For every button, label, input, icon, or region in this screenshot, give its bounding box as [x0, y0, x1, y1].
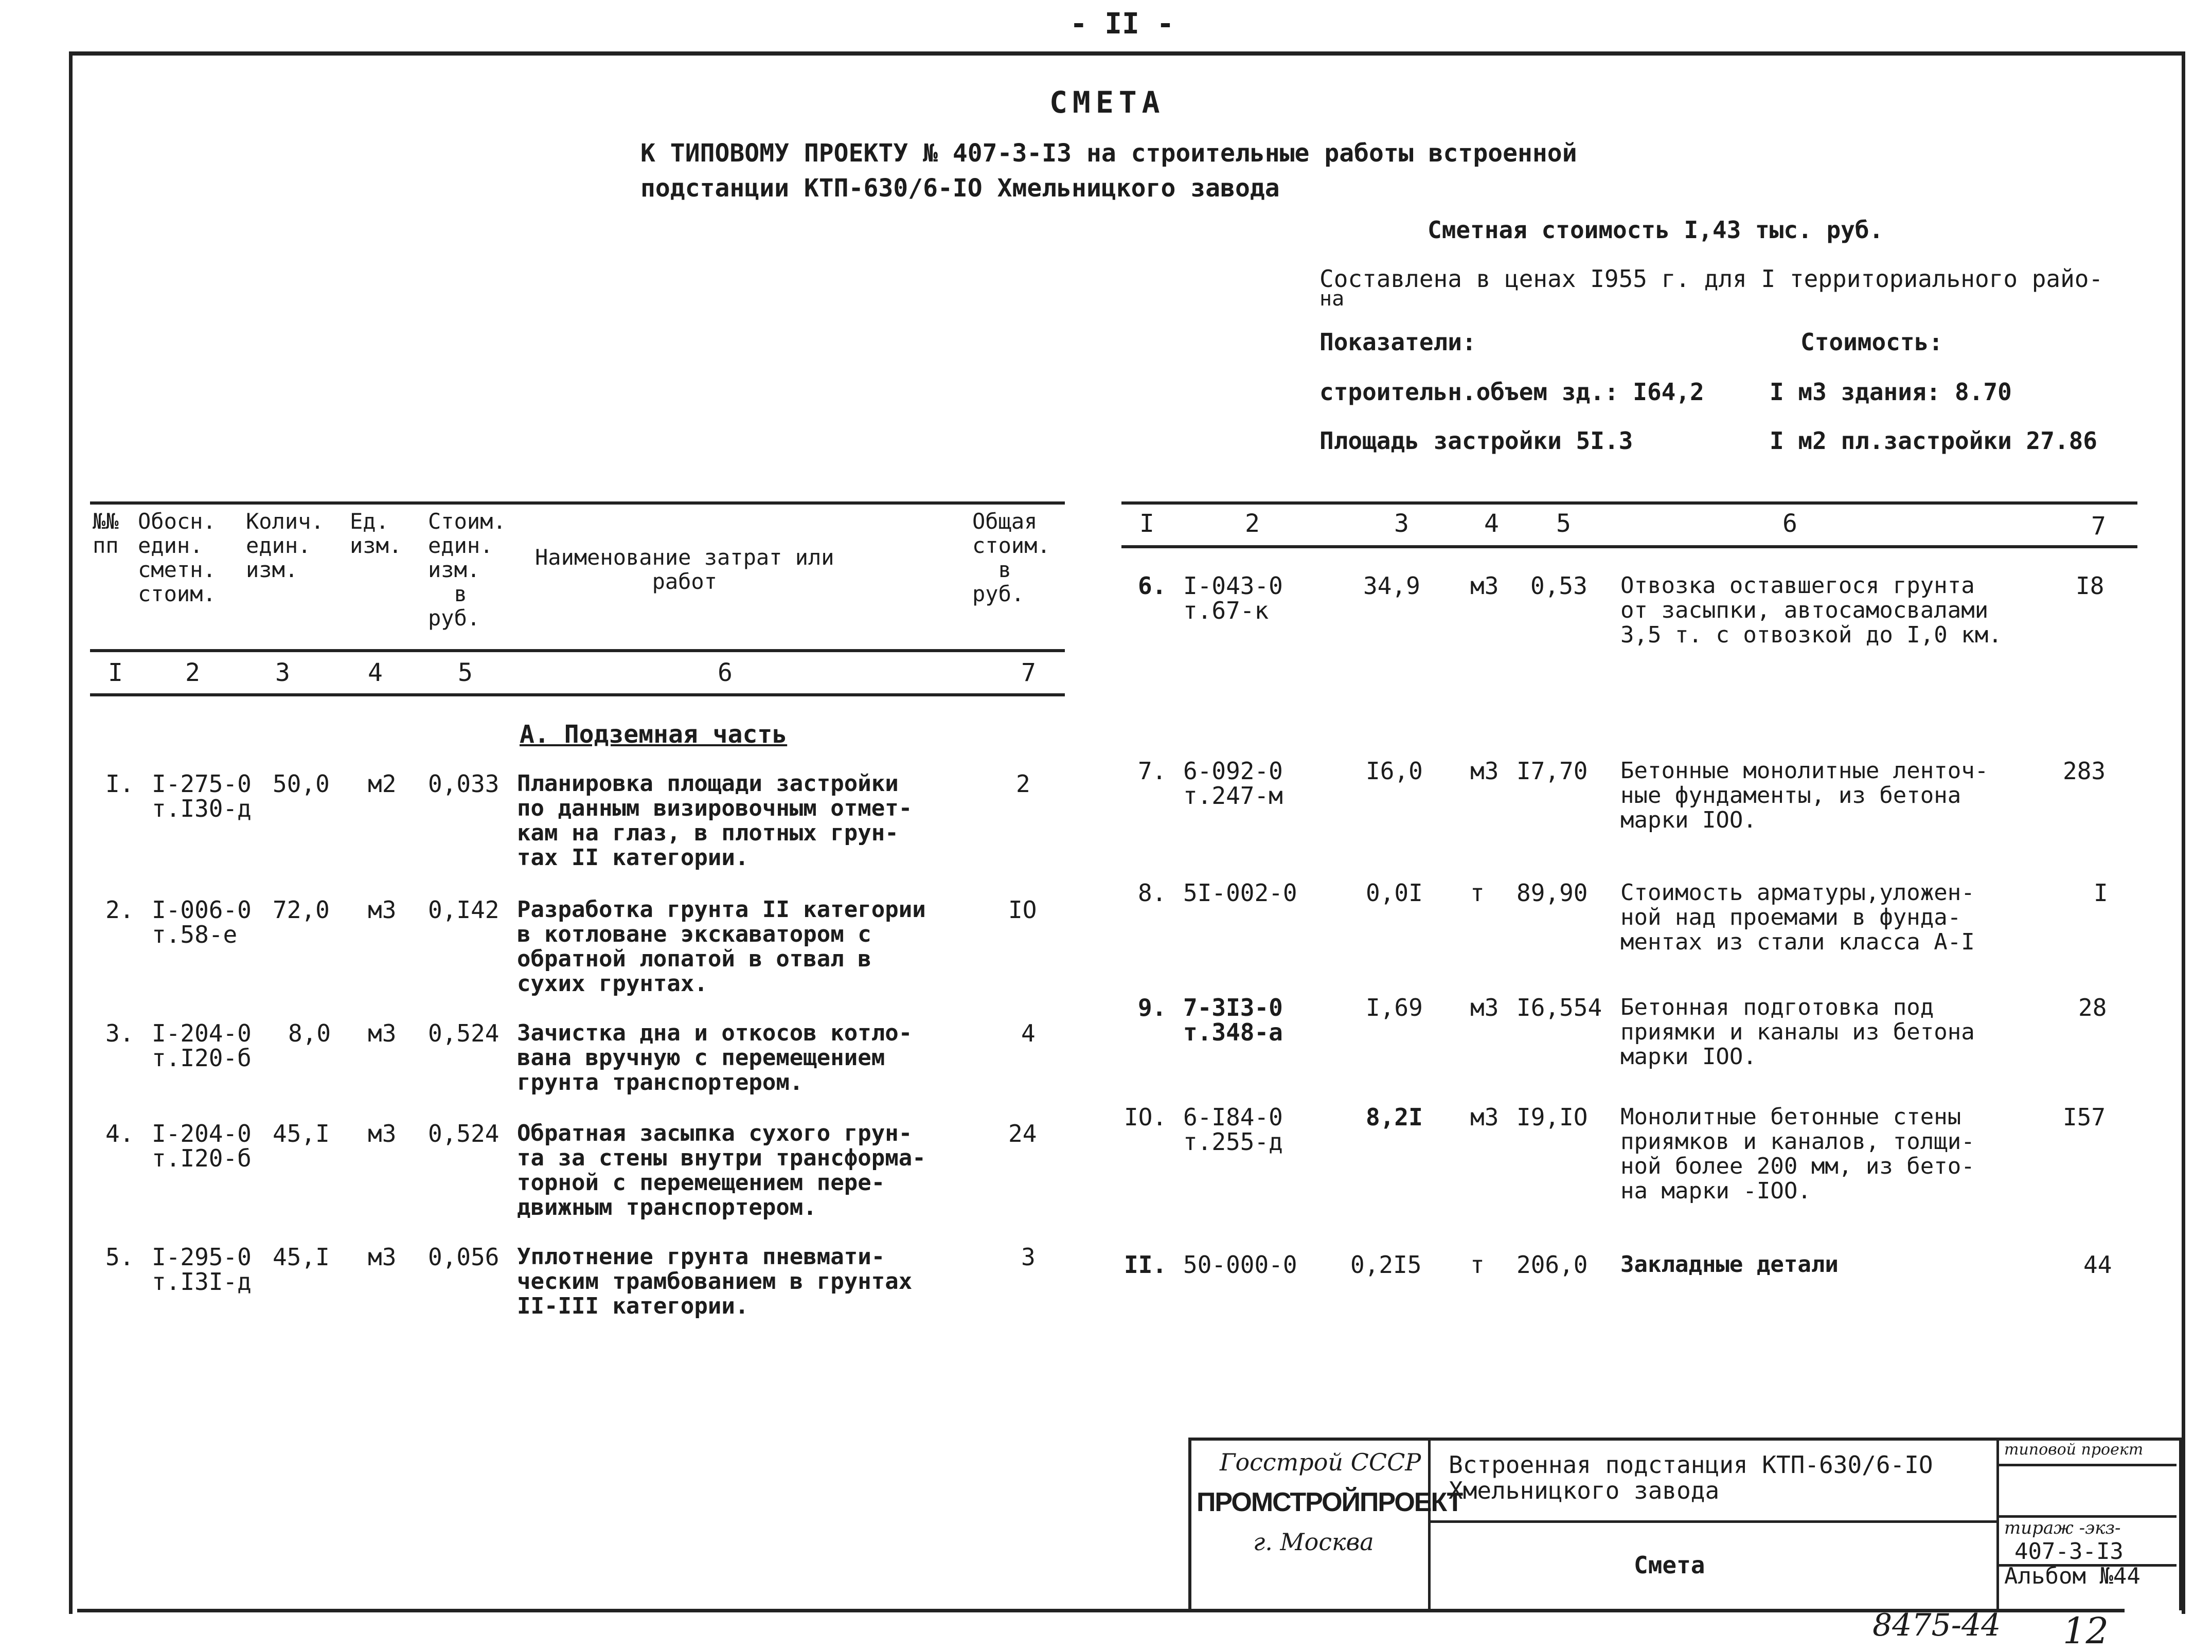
- row-number: 2.: [105, 896, 134, 924]
- document-title: СМЕТА: [1049, 85, 1165, 120]
- row-total: 24: [1008, 1120, 1037, 1147]
- prices-note-line-1: Составлена в ценах I955 г. для I территориального райо-: [1319, 265, 2103, 293]
- left-colnum-7: 7: [1021, 658, 1036, 687]
- row-unit: т: [1470, 879, 1485, 907]
- row-code: I-295-0 т.I3I-д: [152, 1243, 252, 1296]
- row-price: I6,554: [1517, 994, 1602, 1021]
- row-code: 7-3I3-0 т.348-а: [1183, 994, 1283, 1046]
- row-description: Бетонная подготовка под приямки и каналы из бетона марки IOO.: [1620, 994, 1975, 1070]
- org-ministry: Госстрой СССР: [1220, 1448, 1421, 1476]
- row-total: 3: [1021, 1243, 1036, 1271]
- row-code: 5I-002-0: [1183, 879, 1297, 907]
- row-code: 6-I84-0 т.255-д: [1183, 1103, 1283, 1156]
- row-number: I.: [105, 770, 134, 798]
- page-number: - II -: [1070, 7, 1174, 41]
- section-title: А. Подземная часть: [520, 720, 788, 749]
- left-colnum-3: 3: [275, 658, 290, 687]
- right-colnum-4: 4: [1484, 509, 1499, 538]
- row-code: 6-092-0 т.247-м: [1183, 757, 1283, 810]
- row-unit: м2: [368, 770, 397, 798]
- row-total: I8: [2076, 572, 2104, 600]
- right-table-top-rule: [1121, 501, 2137, 505]
- indicators-label: Показатели:: [1319, 328, 1476, 356]
- left-table-top-rule: [90, 501, 1065, 505]
- row-price: 0,53: [1530, 572, 1587, 600]
- row-price: I7,70: [1517, 757, 1588, 785]
- left-header-qty: Колич. един. изм.: [246, 509, 324, 582]
- row-number: II.: [1124, 1251, 1167, 1279]
- left-header-unit: Ед. изм.: [350, 509, 402, 558]
- object-name-line-1: Встроенная подстанция КТП-630/6-IO: [1449, 1451, 1933, 1479]
- right-colnum-6: 6: [1782, 509, 1797, 538]
- right-colnum-7: 7: [2091, 512, 2106, 541]
- volume-unit-cost: I м3 здания: 8.70: [1770, 378, 2012, 406]
- row-price: 0,524: [428, 1019, 500, 1047]
- row-total: 4: [1021, 1019, 1036, 1047]
- stamp-handwritten-top: типовой проект: [2004, 1441, 2144, 1459]
- row-total: IO: [1008, 896, 1037, 924]
- row-unit: т: [1470, 1251, 1485, 1279]
- row-qty: 0,2I5: [1350, 1251, 1422, 1279]
- right-colnum-5: 5: [1556, 509, 1571, 538]
- row-qty: 72,0: [273, 896, 330, 924]
- row-qty: 34,9: [1363, 572, 1420, 600]
- inventory-number: 8475-44: [1872, 1607, 2001, 1643]
- row-description: Стоимость арматуры,уложен- ной над проемами в фунда- ментах из стали класса А-I: [1620, 879, 1975, 955]
- album-number: Альбом №44: [2004, 1563, 2140, 1589]
- row-number: IO.: [1124, 1103, 1167, 1131]
- right-colnum-2: 2: [1245, 509, 1260, 538]
- row-unit: м3: [368, 896, 397, 924]
- cost-column-label: Стоимость:: [1800, 328, 1943, 356]
- row-price: 0,I42: [428, 896, 500, 924]
- row-total: 28: [2078, 994, 2107, 1021]
- document-name: Смета: [1634, 1551, 1705, 1579]
- row-price: I9,IO: [1517, 1103, 1588, 1131]
- left-header-price: Стоим. един. изм. в руб.: [428, 509, 506, 631]
- left-header-desc: Наименование затрат или работ: [535, 545, 834, 594]
- row-number: 5.: [105, 1243, 134, 1271]
- left-colnum-rule: [90, 693, 1065, 696]
- row-unit: м3: [1470, 757, 1499, 785]
- left-colnum-6: 6: [718, 658, 733, 687]
- row-total: 44: [2083, 1251, 2112, 1279]
- row-description: Монолитные бетонные стены приямков и каналов, толщи- ной более 200 мм, из бето- на марки -IOO.: [1620, 1104, 1975, 1204]
- row-price: 206,0: [1517, 1251, 1588, 1279]
- row-unit: м3: [368, 1120, 397, 1147]
- row-unit: м3: [368, 1019, 397, 1047]
- row-unit: м3: [368, 1243, 397, 1271]
- row-qty: 45,I: [273, 1120, 330, 1147]
- object-name-line-2: Хмельницкого завода: [1449, 1477, 1720, 1504]
- row-code: I-043-0 т.67-к: [1183, 572, 1283, 624]
- row-price: 0,524: [428, 1120, 500, 1147]
- row-unit: м3: [1470, 994, 1499, 1021]
- left-colnum-5: 5: [458, 658, 473, 687]
- building-volume: строительн.объем зд.: I64,2: [1319, 378, 1704, 406]
- left-colnum-4: 4: [368, 658, 383, 687]
- row-code: I-204-0 т.I20-б: [152, 1120, 252, 1172]
- row-code: I-275-0 т.I30-д: [152, 770, 252, 822]
- area-unit-cost: I м2 пл.застройки 27.86: [1770, 427, 2097, 455]
- building-area: Площадь застройки 5I.3: [1319, 427, 1633, 455]
- row-code: 50-000-0: [1183, 1251, 1297, 1279]
- row-number: 9.: [1138, 994, 1167, 1021]
- row-unit: м3: [1470, 572, 1499, 600]
- row-number: 7.: [1138, 757, 1167, 785]
- prices-note-line-2: на: [1319, 287, 1345, 311]
- project-number: 407-3-I3: [2014, 1538, 2124, 1565]
- row-price: 89,90: [1517, 879, 1588, 907]
- sheet-number: 12: [2063, 1610, 2109, 1652]
- left-colnum-2: 2: [185, 658, 200, 687]
- row-description: Зачистка дна и откосов котло- вана вручную с перемещением грунта транспортером.: [517, 1020, 913, 1096]
- row-number: 3.: [105, 1019, 134, 1047]
- row-total: I: [2094, 879, 2108, 907]
- row-total: 2: [1016, 770, 1030, 798]
- right-colnum-rule: [1121, 545, 2137, 548]
- row-description: Отвозка оставшегося грунта от засыпки, автосамосвалами 3,5 т. с отвозкой до I,0 км.: [1620, 572, 2002, 648]
- row-qty: 8,2I: [1366, 1103, 1423, 1131]
- estimated-cost: Сметная стоимость I,43 тыс. руб.: [1428, 216, 1884, 244]
- row-total: I57: [2063, 1103, 2106, 1131]
- title-block: [1188, 1438, 2182, 1610]
- row-qty: 8,0: [288, 1019, 331, 1047]
- left-header-code: Обосн. един. сметн. стоим.: [138, 509, 216, 606]
- row-number: 6.: [1138, 572, 1167, 600]
- left-colnum-1: I: [108, 658, 123, 687]
- left-header-total: Общая стоим. в руб.: [972, 509, 1050, 606]
- bottom-rule: [77, 1609, 2125, 1612]
- org-institute: ПРОМСТРОЙПРОЕКТ: [1197, 1487, 1462, 1517]
- row-total: 283: [2063, 757, 2106, 785]
- row-qty: 0,0I: [1366, 879, 1423, 907]
- row-description: Обратная засыпка сухого грун- та за стены внутри трансформа- торной с перемещением пере- движным транспортером.: [517, 1120, 926, 1220]
- right-colnum-3: 3: [1394, 509, 1409, 538]
- left-header-num: №№ пп: [93, 509, 119, 558]
- left-header-rule: [90, 649, 1065, 652]
- subtitle-line-1: К ТИПОВОМУ ПРОЕКТУ № 407-3-I3 на строительные работы встроенной: [640, 139, 1577, 168]
- row-description: Планировка площади застройки по данным визировочным отмет- кам на глаз, в плотных грун- тах II категории.: [517, 770, 913, 871]
- row-number: 4.: [105, 1120, 134, 1147]
- row-code: I-204-0 т.I20-б: [152, 1019, 252, 1072]
- row-code: I-006-0 т.58-е: [152, 896, 252, 948]
- right-colnum-1: I: [1139, 509, 1154, 538]
- row-price: 0,056: [428, 1243, 500, 1271]
- subtitle-line-2: подстанции КТП-630/6-IO Хмельницкого завода: [640, 174, 1280, 203]
- row-qty: 50,0: [273, 770, 330, 798]
- row-qty: I6,0: [1366, 757, 1423, 785]
- stamp-handwritten-mid: тираж -экз-: [2004, 1518, 2121, 1538]
- row-price: 0,033: [428, 770, 500, 798]
- row-description: Разработка грунта II категории в котловане экскаватором с обратной лопатой в отвал в сухих грунтах.: [517, 896, 926, 997]
- row-qty: 45,I: [273, 1243, 330, 1271]
- row-description: Бетонные монолитные ленточ- ные фундаменты, из бетона марки IOO.: [1620, 758, 1989, 833]
- row-description: Уплотнение грунта пневмати- ческим трамбованием в грунтах II-III категории.: [517, 1244, 913, 1319]
- row-description: Закладные детали: [1620, 1251, 1839, 1278]
- row-number: 8.: [1138, 879, 1167, 907]
- row-qty: I,69: [1366, 994, 1423, 1021]
- row-unit: м3: [1470, 1103, 1499, 1131]
- org-city: г. Москва: [1253, 1528, 1374, 1556]
